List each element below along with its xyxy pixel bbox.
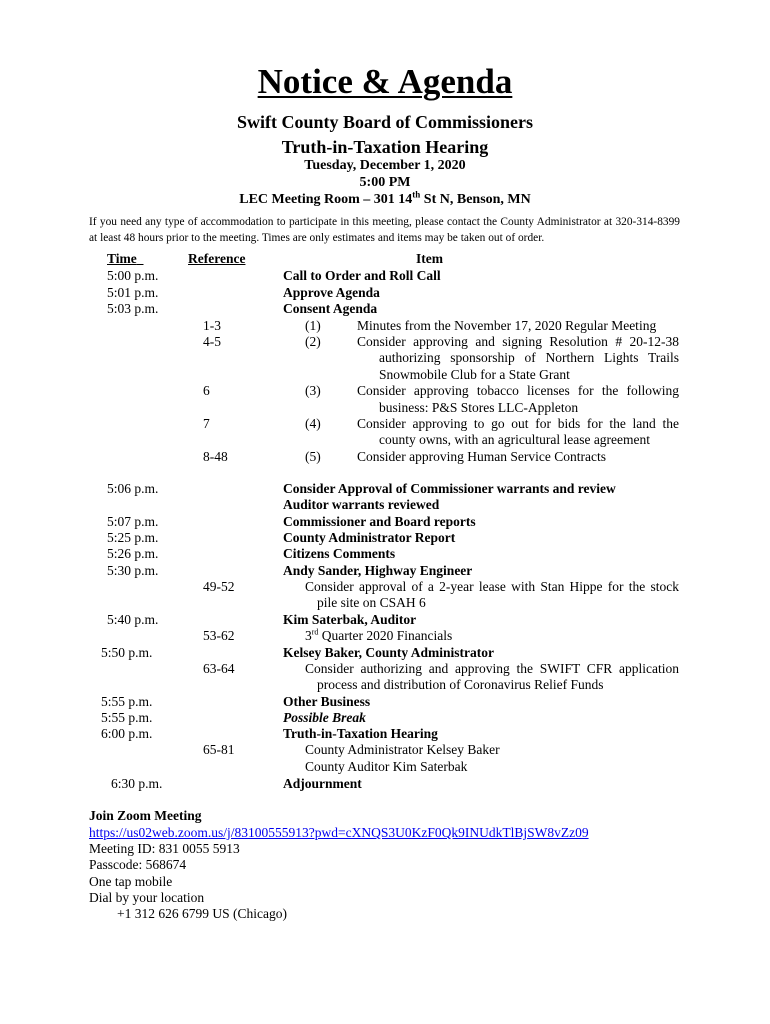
agenda-reference: 8-48: [203, 449, 228, 464]
zoom-link[interactable]: https://us02web.zoom.us/j/83100555913?pwd=cXNQS3U0KzF0Qk9INUdkTlBjSW8vZz09: [89, 825, 589, 840]
agenda-reference: 63-64: [203, 661, 235, 676]
zoom-passcode: Passcode: 568674: [89, 857, 187, 872]
consent-item: Consider approving to go out for bids for the land the: [357, 416, 679, 431]
agenda-reference: 1-3: [203, 318, 221, 333]
agenda-time: 5:06 p.m.: [107, 481, 159, 496]
consent-item: business: P&S Stores LLC-Appleton: [379, 400, 579, 415]
consent-number: (3): [305, 383, 321, 398]
agenda-item: Truth-in-Taxation Hearing: [283, 726, 438, 741]
agenda-item: Auditor warrants reviewed: [283, 497, 440, 512]
agenda-subitem: Consider authorizing and approving the SWIFT CFR application: [305, 661, 679, 676]
agenda-time: 5:55 p.m.: [101, 710, 153, 725]
agenda-reference: 7: [203, 416, 210, 431]
meeting-date: Tuesday, December 1, 2020: [304, 158, 466, 173]
zoom-heading: Join Zoom Meeting: [89, 808, 202, 823]
agenda-subitem: 3rd Quarter 2020 Financials: [305, 627, 453, 643]
agenda-subitem: Consider approval of a 2-year lease with Stan Hippe for the stock: [305, 579, 679, 594]
consent-item: Minutes from the November 17, 2020 Regular Meeting: [357, 318, 657, 333]
column-time: Time: [107, 251, 137, 266]
zoom-dial: Dial by your location: [89, 890, 205, 905]
agenda-time: 5:26 p.m.: [107, 546, 159, 561]
agenda-item: Kelsey Baker, County Administrator: [283, 645, 495, 660]
zoom-meeting-id: Meeting ID: 831 0055 5913: [89, 841, 240, 856]
consent-item: authorizing sponsorship of Northern Lights Trails: [379, 350, 679, 365]
agenda-time: 5:25 p.m.: [107, 530, 159, 545]
consent-item: Consider approving Human Service Contracts: [357, 449, 606, 464]
agenda-time: 5:03 p.m.: [107, 301, 159, 316]
consent-number: (4): [305, 416, 321, 431]
agenda-reference: 4-5: [203, 334, 221, 349]
agenda-subitem: process and distribution of Coronavirus Relief Funds: [317, 677, 604, 692]
agenda-reference: 6: [203, 383, 210, 398]
consent-item: Consider approving tobacco licenses for the following: [357, 383, 679, 398]
agenda-item: Call to Order and Roll Call: [283, 268, 441, 283]
agenda-item: Commissioner and Board reports: [283, 514, 476, 529]
zoom-one-tap: One tap mobile: [89, 874, 173, 889]
zoom-phone: +1 312 626 6799 US (Chicago): [117, 906, 287, 921]
consent-number: (2): [305, 334, 321, 349]
page-title: Notice & Agenda: [257, 62, 513, 101]
meeting-location: LEC Meeting Room – 301 14th St N, Benson, MN: [239, 189, 531, 207]
column-item: Item: [416, 251, 443, 266]
agenda-time: 5:00 p.m.: [107, 268, 159, 283]
agenda-time: 5:30 p.m.: [107, 563, 159, 578]
consent-number: (5): [305, 449, 321, 464]
agenda-time: 5:01 p.m.: [107, 285, 159, 300]
agenda-item: Other Business: [283, 694, 371, 709]
agenda-time: 5:40 p.m.: [107, 612, 159, 627]
agenda-item: Approve Agenda: [283, 285, 380, 300]
agenda-item: Consider Approval of Commissioner warrants and review: [283, 481, 616, 496]
agenda-subitem: County Auditor Kim Saterbak: [305, 759, 468, 774]
agenda-time: 5:07 p.m.: [107, 514, 159, 529]
agenda-subitem: pile site on CSAH 6: [317, 595, 426, 610]
consent-item: Snowmobile Club for a State Grant: [379, 367, 570, 382]
agenda-item: County Administrator Report: [283, 530, 456, 545]
org-name: Swift County Board of Commissioners: [236, 112, 533, 132]
agenda-item: Citizens Comments: [283, 546, 396, 561]
agenda-reference: 65-81: [203, 742, 235, 757]
agenda-item: Consent Agenda: [283, 301, 378, 316]
agenda-subitem: County Administrator Kelsey Baker: [305, 742, 500, 757]
consent-number: (1): [305, 318, 321, 333]
agenda-time: 5:55 p.m.: [101, 694, 153, 709]
column-reference: Reference: [188, 251, 246, 266]
zoom-link-line: [89, 825, 589, 841]
accommodation-notice: If you need any type of accommodation to participate in this meeting, please contact the County Administrator at 320-314-8399 at least 48 hours prior to the meeting. Times are only estimates and items may be taken out of order.: [89, 216, 680, 244]
agenda-time: 6:30 p.m.: [111, 776, 163, 791]
agenda-item: Possible Break: [283, 710, 366, 725]
meeting-name: Truth-in-Taxation Hearing: [281, 137, 489, 157]
agenda-reference: 49-52: [203, 579, 235, 594]
agenda-time: 5:50 p.m.: [101, 645, 153, 660]
agenda-item: Kim Saterbak, Auditor: [283, 612, 417, 627]
agenda-item: Adjournment: [283, 776, 362, 791]
consent-item: Consider approving and signing Resolution # 20-12-38: [357, 334, 679, 349]
meeting-time: 5:00 PM: [359, 175, 411, 190]
agenda-item: Andy Sander, Highway Engineer: [283, 563, 473, 578]
agenda-reference: 53-62: [203, 628, 235, 643]
consent-item: county owns, with an agricultural lease agreement: [379, 432, 651, 447]
agenda-time: 6:00 p.m.: [101, 726, 153, 741]
